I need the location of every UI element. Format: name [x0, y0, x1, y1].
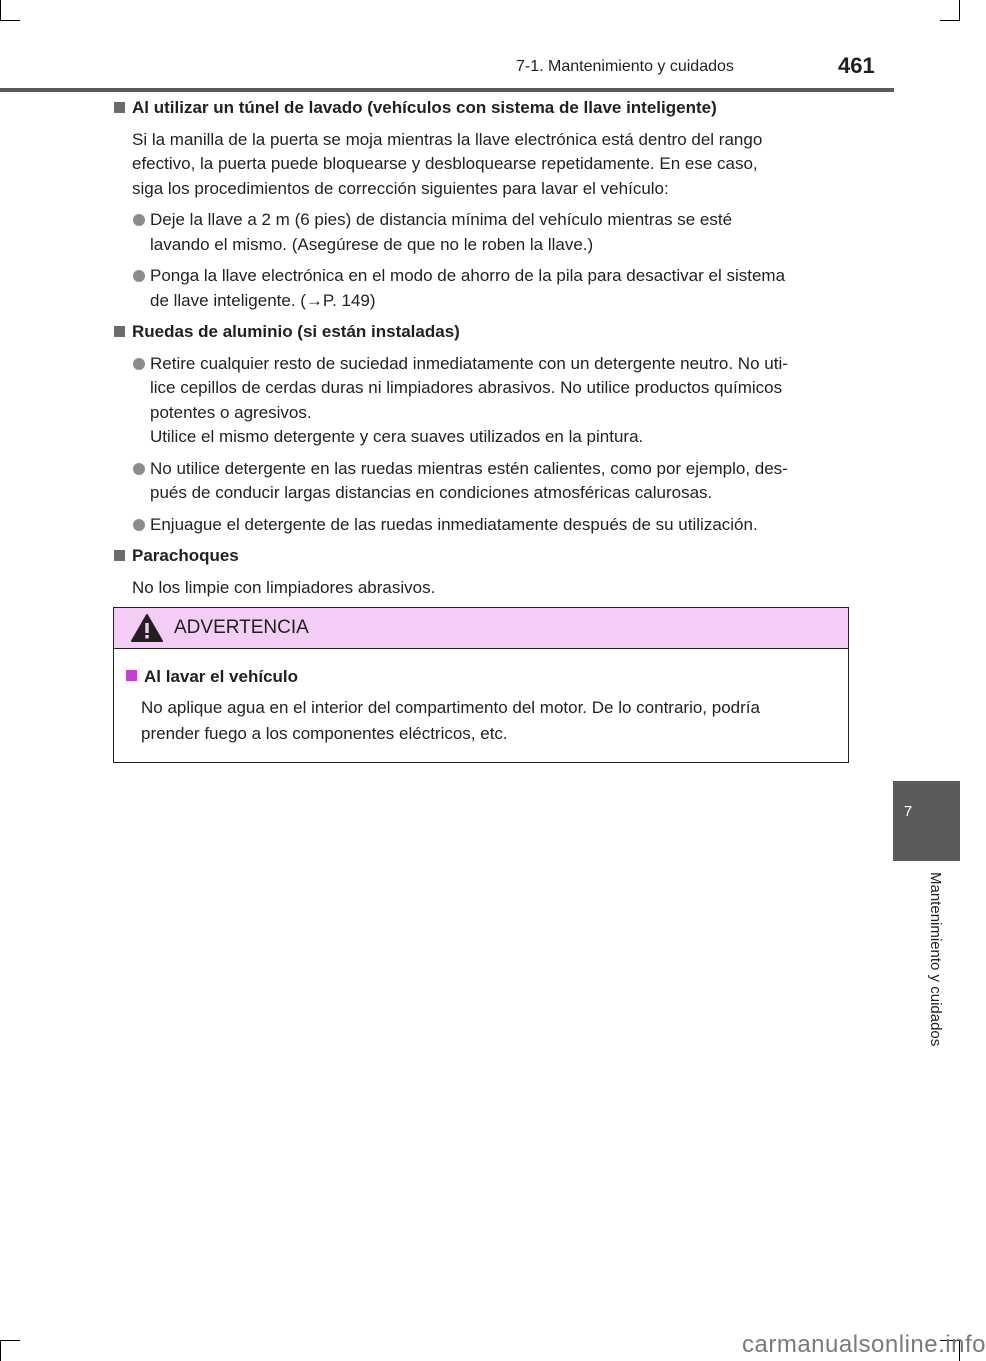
paragraph-tunnel: Si la manilla de la puerta se moja mientras la llave electrónica está dentro del rango efectivo, la puerta puede bloquearse y desbloquearse repetidamente. En ese caso, siga los procedimientos de corrección siguientes para lavar el vehículo:	[132, 129, 763, 198]
warning-title: ADVERTENCIA	[174, 617, 309, 638]
warning-header	[114, 608, 848, 649]
chapter-tab	[893, 781, 960, 861]
section-title-bumpers: Parachoques	[113, 544, 851, 569]
crop-mark	[940, 20, 960, 21]
main-content	[113, 96, 851, 607]
list-item: Deje la llave a 2 m (6 pies) de distancia mínima del vehículo mientras se esté lavando el mismo. (Asegúrese de que no le roben la llave.)	[113, 208, 851, 257]
section-square-icon	[114, 550, 125, 561]
bullet-icon	[133, 270, 145, 282]
chapter-number: 7	[903, 803, 913, 820]
bullet-icon	[133, 214, 145, 226]
list-item: Ponga la llave electrónica en el modo de ahorro de la pila para desactivar el sistema de llave inteligente. (→P. 149)	[113, 264, 851, 313]
crop-mark	[959, 0, 960, 20]
crop-mark	[0, 20, 20, 21]
warning-triangle-icon	[130, 613, 164, 643]
crop-mark	[0, 1340, 1, 1361]
page-number: 461	[838, 53, 875, 78]
warning-text: No aplique agua en el interior del compartimento del motor. De lo contrario, podría prender fuego a los componentes eléctricos, etc.	[141, 698, 760, 743]
running-header: 7-1. Mantenimiento y cuidados	[516, 58, 734, 75]
chapter-label: Mantenimiento y cuidados	[927, 872, 944, 1047]
bullet-icon	[133, 463, 145, 475]
section-square-icon	[114, 326, 125, 337]
list-item: No utilice detergente en las ruedas mientras estén calientes, como por ejemplo, des- pués de conducir largas distancias en condiciones atmosféricas calurosas.	[113, 457, 851, 506]
list-item: Enjuague el detergente de las ruedas inmediatamente después de su utilización.	[113, 513, 851, 538]
section-square-icon	[114, 102, 125, 113]
list-item: Retire cualquier resto de suciedad inmediatamente con un detergente neutro. No uti- lice cepillos de cerdas duras ni limpiadores abrasivos. No utilice productos químicos potentes o agresivos. Utilice el mismo detergente y cera suaves utilizados en la pintura.	[113, 352, 851, 450]
crop-mark	[0, 0, 1, 20]
warning-box	[113, 607, 849, 763]
bullet-icon	[133, 358, 145, 370]
header-rule	[0, 88, 894, 92]
bullet-icon	[133, 519, 145, 531]
warning-subtitle: Al lavar el vehículo	[125, 664, 837, 690]
warning-body	[125, 664, 837, 754]
crop-mark	[0, 1340, 20, 1341]
section-title-tunnel: Al utilizar un túnel de lavado (vehículos con sistema de llave inteligente)	[113, 96, 851, 121]
watermark: carmanualsonline.info	[742, 1331, 986, 1358]
section-square-icon	[126, 670, 137, 681]
section-title-wheels: Ruedas de aluminio (si están instaladas)	[113, 320, 851, 345]
paragraph-bumpers: No los limpie con limpiadores abrasivos.	[132, 577, 436, 597]
